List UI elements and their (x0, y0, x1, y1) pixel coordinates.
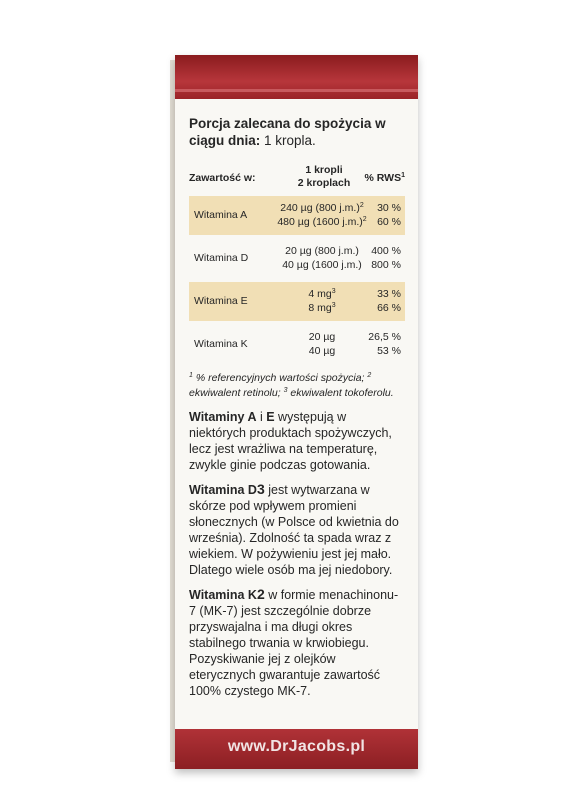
vitamin-name: Witamina E (194, 295, 248, 307)
para-subscript: 2 (256, 586, 265, 602)
rws-one-drop: 33 % (377, 288, 401, 300)
header-content: Zawartość w: (189, 172, 256, 184)
amount-two-drops: 40 µg (1600 j.m.) (282, 259, 362, 271)
table-row (189, 239, 405, 278)
amount-two-drops: 480 µg (1600 j.m.) (277, 216, 363, 228)
para-text: i (256, 410, 267, 424)
footnotes (189, 371, 405, 401)
table-row (189, 196, 405, 235)
website-url: www.DrJacobs.pl (227, 738, 366, 755)
rws-one-drop: 30 % (377, 202, 401, 214)
recommended-dose (189, 115, 405, 149)
footnote-text: ekwiwalent retinolu; (189, 387, 281, 399)
vitamin-name: Witamina A (194, 209, 248, 221)
amount-sup: 2 (359, 202, 364, 209)
table-row (189, 282, 405, 321)
footnote-marker: 1 (189, 372, 193, 379)
amount-one-drop: 20 µg (308, 331, 336, 343)
amount-sup: 2 (362, 216, 367, 223)
vitamin-name: Witamina K (194, 338, 248, 350)
header-rws (365, 172, 405, 184)
vitamin-rws (368, 330, 401, 358)
rws-two-drops: 53 % (377, 345, 401, 357)
para-text: w formie menachinonu-7 (MK-7) jest szczególnie dobrze przyswajalna i ma długi okres stabilnego trwania w krwiobiegu. Pozyskiwanie jej z olejków eterycznych gwarantuje zawartość 100% czystego MK-7. (189, 588, 399, 698)
footnote-marker: 3 (283, 387, 288, 394)
paragraph-vitamin-k2 (189, 586, 405, 699)
header-rws-sup: 1 (401, 172, 405, 179)
footnote-text: ekwiwalent tokoferolu. (287, 387, 394, 399)
vitamin-amounts (257, 201, 387, 229)
para-bold: E (266, 410, 275, 424)
header-rws-text: % RWS (364, 172, 402, 184)
bottom-red-band (175, 729, 418, 769)
table-row (189, 325, 405, 364)
paragraph-vitamin-d3 (189, 481, 405, 578)
recommended-dose-label: Porcja zalecana do spożycia w ciągu dnia: (189, 116, 386, 148)
vitamin-amounts (257, 244, 387, 272)
vitamin-name: Witamina D (194, 252, 249, 264)
para-text: jest wytwarzana w skórze pod wpływem promieni słonecznych (w Polsce od kwietnia do września). Zdolność ta spada wraz z wiekiem. W pożywieniu jest jej mało. Dlatego wiele osób ma jej niedobory. (189, 483, 399, 577)
table-header (189, 162, 405, 196)
para-bold: Witaminy A (189, 410, 257, 424)
top-red-band (175, 55, 418, 99)
amount-one-drop: 20 µg (800 j.m.) (285, 245, 359, 257)
paragraph-vitamins-a-e (189, 409, 405, 473)
amount-sup: 3 (331, 302, 336, 309)
label-content (189, 115, 405, 699)
para-bold: Witamina K (189, 588, 257, 602)
header-two-drops: 2 kroplach (297, 177, 351, 189)
para-subscript: 3 (256, 481, 265, 497)
rws-one-drop: 26,5 % (368, 331, 401, 343)
rws-two-drops: 800 % (371, 259, 401, 271)
product-box-side-panel (175, 55, 418, 769)
header-one-drop: 1 kropli (305, 164, 343, 176)
vitamin-rws (377, 287, 401, 315)
recommended-dose-value: 1 kropla. (264, 133, 316, 148)
amount-one-drop: 240 µg (800 j.m.) (280, 202, 360, 214)
para-text: występują w niektórych produktach spożywczych, lecz jest wrażliwa na temperaturę, zwykle ginie podczas gotowania. (189, 410, 392, 472)
vitamin-rws (377, 201, 401, 229)
rws-two-drops: 66 % (377, 302, 401, 314)
footnote-text: % referencyjnych wartości spożycia; (192, 372, 365, 384)
rws-two-drops: 60 % (377, 216, 401, 228)
amount-two-drops: 40 µg (308, 345, 336, 357)
vitamin-rws (371, 244, 401, 272)
footnote-marker: 2 (367, 372, 372, 379)
vitamin-amounts (257, 287, 387, 315)
para-bold: Witamina D (189, 483, 257, 497)
amount-two-drops: 8 mg (308, 302, 332, 314)
amount-one-drop: 4 mg (308, 288, 332, 300)
rws-one-drop: 400 % (371, 245, 401, 257)
amount-sup: 3 (331, 288, 336, 295)
